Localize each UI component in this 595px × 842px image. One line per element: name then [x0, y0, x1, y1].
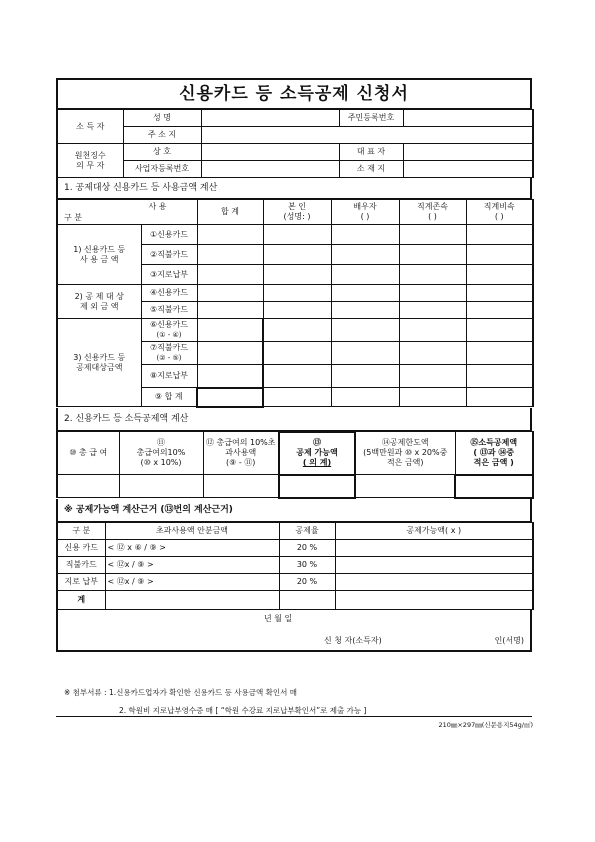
col-spouse-sub: ( ) [360, 212, 370, 221]
c13-field[interactable] [279, 475, 355, 498]
basis-row-formula: < ⑫ x ⑥ / ⑨ > [105, 539, 279, 556]
c14-a: ⑭공제한도액 [381, 438, 429, 447]
cell[interactable] [399, 225, 466, 245]
col-asc-sub: ( ) [428, 212, 437, 221]
name-field[interactable] [201, 110, 339, 127]
cell[interactable] [197, 302, 263, 319]
basis-total-label: 계 [57, 590, 105, 609]
basis-total-excess[interactable] [105, 590, 279, 609]
c15-a: ⑮소득공제액 [470, 437, 518, 447]
cell[interactable] [263, 225, 331, 245]
col-use-label: 사 용 [148, 202, 167, 211]
col-total: 합 계 [197, 200, 263, 225]
cell[interactable] [331, 245, 399, 265]
section1-title: 1. 공제대상 신용카드 등 사용금액 계산 [56, 178, 532, 199]
cell[interactable] [466, 225, 533, 245]
cell[interactable] [263, 302, 331, 319]
basis-row-formula: < ⑫x / ⑨ > [105, 573, 279, 590]
basis-row-field[interactable] [335, 573, 533, 590]
c13-header [279, 432, 355, 475]
brn-field[interactable] [201, 161, 339, 178]
row6-label [141, 319, 197, 342]
group1-line1: 1) 신용카드 등 [73, 244, 126, 254]
company-label: 상 호 [123, 144, 201, 161]
sign-seal[interactable]: 인(서명) [494, 635, 524, 645]
rrn-field[interactable] [403, 110, 533, 127]
cell[interactable] [197, 342, 263, 365]
cell[interactable] [263, 245, 331, 265]
h-rate: 공제율 [279, 522, 335, 539]
basis-total-field[interactable] [335, 590, 533, 609]
row4-label: ④신용카드 [141, 285, 197, 302]
col-spouse [331, 200, 399, 225]
c11-c: (⑩ x 10%) [140, 458, 182, 467]
withholder-label-line1: 원천징수 [74, 150, 106, 160]
withholder-label [57, 144, 123, 178]
c13-c: ( 의 계) [302, 458, 332, 467]
cell[interactable] [197, 225, 263, 245]
cell[interactable] [263, 319, 331, 342]
cell[interactable] [399, 342, 466, 365]
cell[interactable] [331, 302, 399, 319]
c14-c: 적은 금액) [386, 458, 424, 467]
header-table [56, 109, 534, 178]
c11-header [119, 432, 203, 475]
cell[interactable] [399, 365, 466, 388]
row5-label: ⑤직불카드 [141, 302, 197, 319]
brn-label: 사업자등록번호 [123, 161, 201, 178]
cell[interactable] [466, 302, 533, 319]
c11-field[interactable] [119, 475, 203, 498]
cell[interactable] [197, 285, 263, 302]
cell[interactable] [331, 319, 399, 342]
col-asc-label: 직계존속 [417, 202, 448, 211]
location-label: 소 재 지 [339, 161, 403, 178]
bottom-rule [56, 716, 532, 717]
row1-label: ①신용카드 [141, 225, 197, 245]
group3-label [57, 319, 141, 407]
c12-a: ⑫ 총급여의 10%초 [205, 438, 276, 447]
name-label: 성 명 [123, 110, 201, 127]
cell[interactable] [197, 245, 263, 265]
address-field[interactable] [201, 127, 533, 144]
basis-row-formula: < ⑫x / ⑨ > [105, 556, 279, 573]
ceo-field[interactable] [403, 144, 533, 161]
deduction-table [56, 431, 534, 499]
col-spouse-label: 배우자 [353, 202, 377, 211]
group2-line1: 2) 공 제 대 상 [74, 291, 124, 301]
col-self-label: 본 인 [288, 202, 306, 211]
cell[interactable] [466, 365, 533, 388]
c11-a: ⑪ [157, 438, 165, 447]
h-gubun: 구 분 [57, 522, 105, 539]
row7-label-sub: (② - ⑤) [156, 354, 182, 362]
cell[interactable] [263, 365, 331, 388]
section3-title: ※ 공제가능액 계산근거 (⑬번의 계산근거) [56, 499, 532, 522]
c11-b: 총급여의10% [136, 448, 186, 457]
row9-label: ⑨ 합 계 [141, 388, 197, 407]
c14-b: (5백만원과 ⑩ x 20%중 [363, 448, 448, 457]
cell[interactable] [197, 265, 263, 285]
c15-field[interactable] [455, 475, 533, 498]
cell[interactable] [331, 365, 399, 388]
withholder-label-line2: 의 무 자 [76, 160, 105, 170]
location-field[interactable] [403, 161, 533, 178]
cell[interactable] [466, 388, 533, 407]
basis-row-field[interactable] [335, 556, 533, 573]
cell[interactable] [197, 319, 263, 342]
row2-label: ②직불카드 [141, 245, 197, 265]
row7-label-main: ⑦직불카드 [149, 343, 189, 352]
form [56, 78, 532, 652]
row3-label: ③지로납부 [141, 265, 197, 285]
basis-row-rate: 30 % [279, 556, 335, 573]
c12-c: (⑨ - ⑪) [226, 458, 256, 467]
c12-field[interactable] [203, 475, 279, 498]
cell[interactable] [331, 285, 399, 302]
c13-a: ⑬ [313, 438, 321, 447]
c14-field[interactable] [355, 475, 455, 498]
c10-field[interactable] [57, 475, 119, 498]
col-gubun-label: 구 분 [64, 213, 82, 222]
group2-line2: 제 외 금 액 [79, 301, 119, 311]
c10-header: ⑩ 총 급 여 [57, 432, 119, 475]
c14-header [355, 432, 455, 475]
paper-size-note: 210㎜×297㎜(신문용지54g/㎡) [438, 721, 533, 729]
company-field[interactable] [201, 144, 339, 161]
sign-date: 년 월 일 [264, 613, 293, 623]
col-self [263, 200, 331, 225]
cell[interactable] [263, 265, 331, 285]
cell[interactable] [263, 388, 331, 407]
row7-label [141, 342, 197, 365]
col-ascendant [399, 200, 466, 225]
c15-c: 적은 금액 ) [473, 457, 514, 467]
basis-row-rate: 20 % [279, 539, 335, 556]
h-possible: 공제가능액( x ) [335, 522, 533, 539]
sign-applicant: 신 청 자(소득자) [324, 635, 382, 645]
col-desc-label: 직계비속 [483, 202, 515, 211]
cell[interactable] [399, 265, 466, 285]
cell[interactable] [263, 285, 331, 302]
cell[interactable] [197, 365, 263, 388]
cell[interactable] [263, 342, 331, 365]
basis-row-field[interactable] [335, 539, 533, 556]
cell[interactable] [331, 388, 399, 407]
rrn-label: 주민등록번호 [339, 110, 403, 127]
section2-title: 2. 신용카드 등 소득공제액 계산 [56, 408, 532, 431]
c13-b: 공제 가능액 [296, 448, 338, 457]
form-title: 신용카드 등 소득공제 신청서 [56, 78, 532, 109]
signature-block [56, 610, 532, 652]
cell[interactable] [466, 285, 533, 302]
cell[interactable] [466, 319, 533, 342]
basis-row-label: 직불카드 [57, 556, 105, 573]
row8-label: ⑧지로납부 [141, 365, 197, 388]
cell[interactable] [399, 245, 466, 265]
cell[interactable] [466, 265, 533, 285]
c15-header [455, 432, 533, 475]
col-desc-sub: ( ) [494, 212, 504, 221]
cell[interactable] [399, 319, 466, 342]
c12-b: 과사용액 [225, 448, 257, 457]
address-label: 주 소 지 [123, 127, 201, 144]
cell[interactable] [399, 388, 466, 407]
cell[interactable] [466, 245, 533, 265]
row6-label-main: ⑥신용카드 [149, 320, 189, 329]
h-excess: 초과사용액 안분금액 [105, 522, 279, 539]
usage-gubun-header [57, 200, 197, 225]
group3-line1: 3) 신용카드 등 [73, 352, 126, 362]
group3-line2: 공제대상금액 [76, 362, 123, 372]
cell[interactable] [331, 225, 399, 245]
c12-header [203, 432, 279, 475]
group2-label [57, 285, 141, 319]
col-self-sub: (성명: ) [283, 212, 311, 221]
basis-row-rate: 20 % [279, 573, 335, 590]
cell[interactable] [331, 265, 399, 285]
basis-row-label: 지로 납부 [57, 573, 105, 590]
cell[interactable] [399, 285, 466, 302]
col-descendant [466, 200, 533, 225]
cell[interactable] [466, 342, 533, 365]
usage-table [56, 199, 534, 408]
cell[interactable] [399, 302, 466, 319]
taxpayer-label: 소 득 자 [57, 110, 123, 144]
group1-line2: 사 용 금 액 [79, 254, 119, 264]
cell[interactable] [331, 342, 399, 365]
c15-b: ( ⑬과 ⑭중 [473, 447, 515, 457]
total-cell[interactable] [197, 388, 263, 407]
basis-table [56, 522, 534, 610]
row6-label-sub: (① - ④) [156, 331, 182, 339]
ceo-label: 대 표 자 [339, 144, 403, 161]
basis-total-rate[interactable] [279, 590, 335, 609]
attachment-note-1: ※ 첨부서류 : 1.신용카드업자가 확인한 신용카드 등 사용금액 확인서 매 [64, 688, 298, 697]
group1-label [57, 225, 141, 285]
attachment-note-2: 2. 학원비 지로납부영수증 매 [ “학원 수강료 지로납부확인서”로 제출 가능 ] [119, 706, 367, 715]
basis-row-label: 신용 카드 [57, 539, 105, 556]
